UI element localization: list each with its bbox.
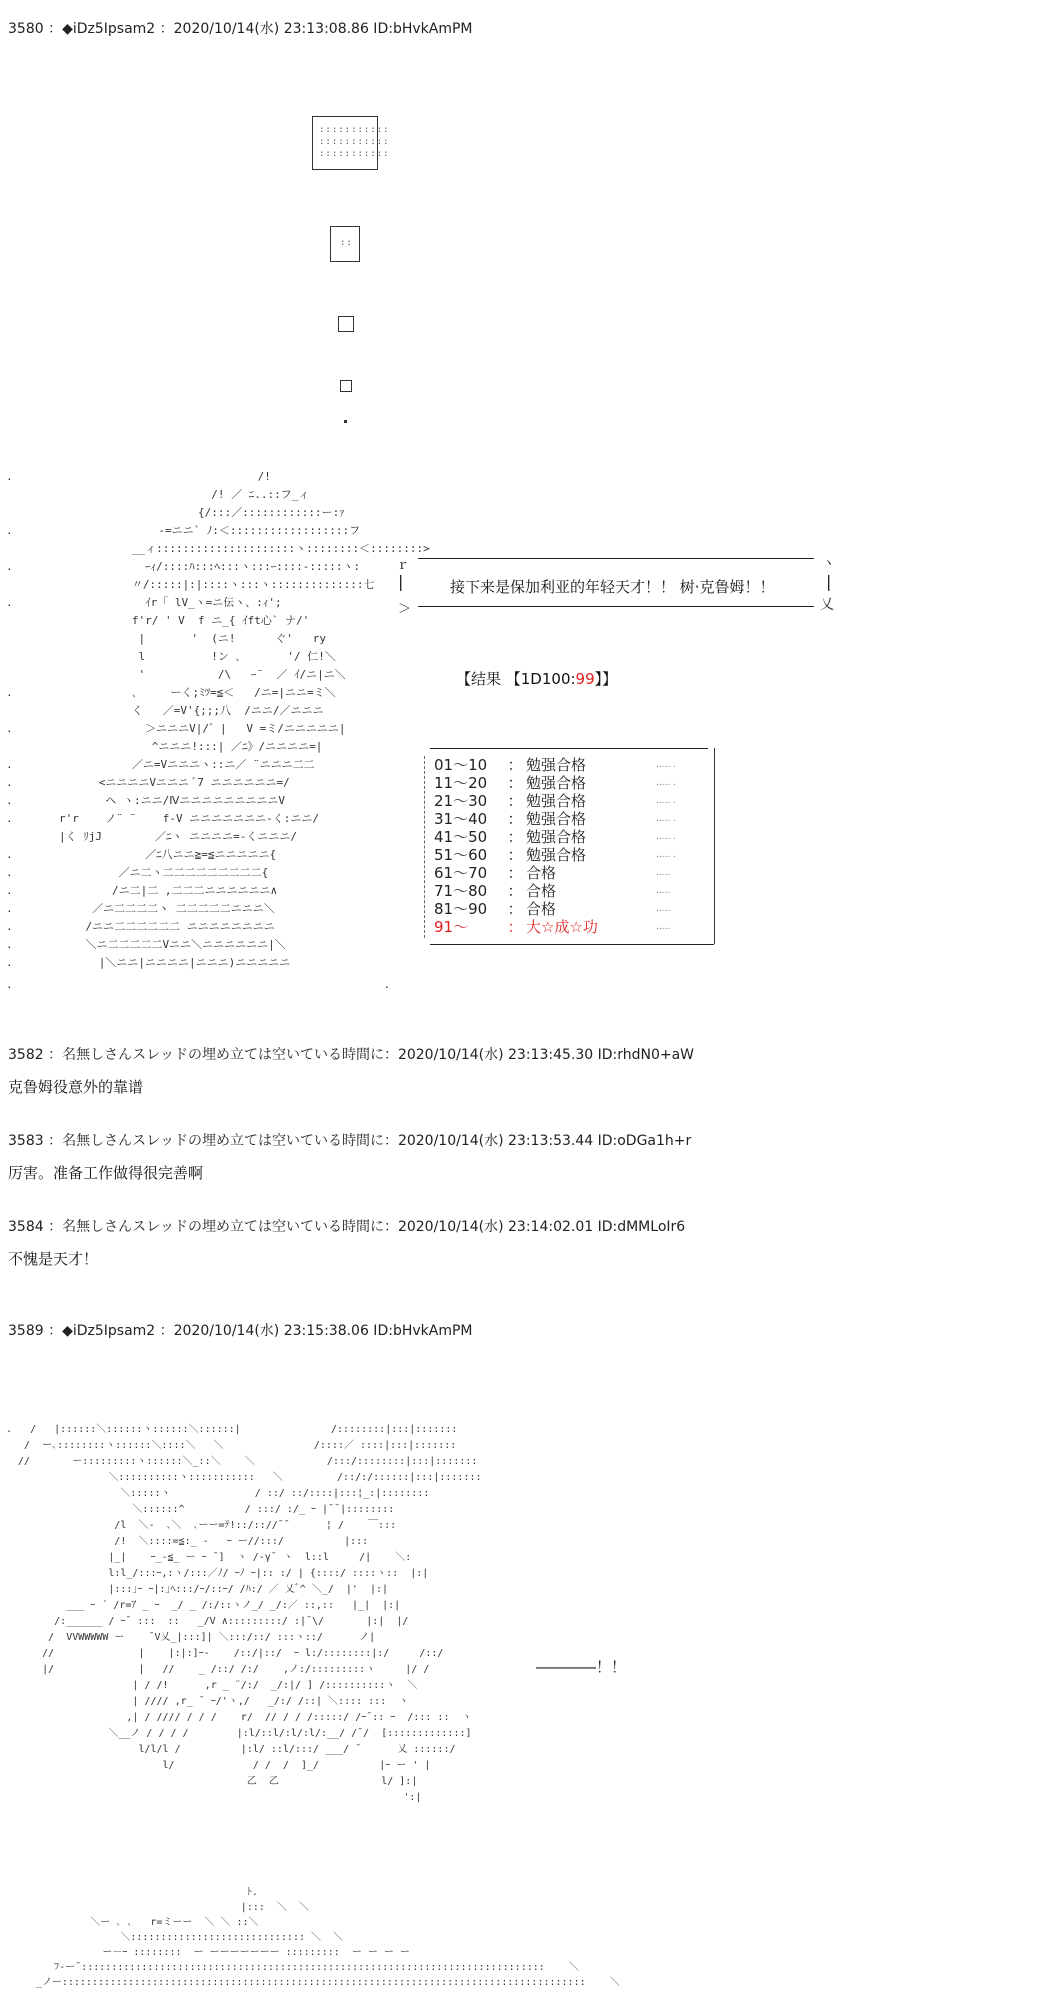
result-row-dots: ..... [656,904,671,914]
result-table [424,748,714,944]
result-row-separator: ： [507,864,523,882]
post-header-3589: 3589 ：◆iDz5Ipsam2 ：2020/10/14(水) 23:15:38.06 ID:bHvkAmPM [8,1323,473,1339]
result-row [434,756,706,774]
result-row-dots: ..... . [656,760,677,770]
result-row-label: 勉强合格 [526,774,587,792]
result-row-dots: ..... [656,922,671,932]
result-row-range: 71～80 [434,882,488,900]
frame-large: ::::::::::: ::::::::::: ::::::::::: [312,116,378,170]
post-body-3584: 不愧是天才！ [8,1250,99,1268]
result-row-range: 21～30 [434,792,488,810]
post-body-3583: 厉害。准备工作做得很完善啊 [8,1164,204,1182]
result-row [434,900,706,918]
result-row-range: 51～60 [434,846,488,864]
post-header-3580: 3580 ：◆iDz5Ipsam2 ：2020/10/14(水) 23:13:08.86 ID:bHvkAmPM [8,21,473,37]
result-row [434,846,706,864]
result-row-label: 合格 [526,864,557,882]
post-body-3582: 克鲁姆役意外的靠谱 [8,1078,144,1096]
result-row-separator: ： [507,810,523,828]
post-header-3584: 3584 ：名無しさんスレッドの埋め立ては空いている時間に：2020/10/14(水) 23:14:02.01 ID:dMMLoIr6 [8,1219,686,1235]
result-row-separator: ： [507,828,523,846]
result-row [434,864,706,882]
result-row [434,828,706,846]
result-row-range: 81～90 [434,900,488,918]
ascii-art-krum: . /! /! ／ ﾆ..::フ_ィ {/:::／::::::::::::ー:ｧ . -=ニニ` ﾉ:＜::::::::::::::::::フ __ィ:::::::::::::::::::::ヽ::::::::＜::::::::> . ｰｨ/::::ﾊ:::ﾍ:::ヽ:::ｰ::::-:::::ヽ: 〃/:::::|:|::::ヽ:::ヽ::::::::::::::七 . ｲr「 lV_ヽ=ニ伝ヽ、:ｨ'; f'r/ ' V f ニ_{ ｲft心` ナ/' | ' (ニ! ぐ' ry l !ン ､ '/ 仁!＼ ' /\ ｰ¨ ／ ｲ/ニ|ニ＼ . ､ ーく;ﾐﾂ=≦＜ /ニ=|ニニ=ミ＼ く ／=V'{;;;八 /ニニ/／ニニニ . ＞ニニニV|/゛| V =ミ/ニニニニニ| ^ニニニ!:::| ／ﾆ》/ニニニニ=| . ／ニ=Vニニニヽ::ニ／ ¨ニニニ二二 . <ニニニニVニニニ ﾞ7 ニニニニニニ=/ . ヘ ヽ:ニニ/ⅣニニニニニニニニニV . r'r ノ¨ ¨ f-V ニニニニニニニ-く:ニニ/ |く ﾘjJ ／ﾆヽ ニニニニ=-くニニニ/ . ／ﾆ八ニニ≧=≦ニニニニニ{ . ／ニ二ヽ二二二二二二二二二{ . /ニ二|二 ,二二二ニニニニニニ∧ . ／ニ二二二二ヽ 二二二二二ニニニ＼ . /ニニ二二二二二二 ニニニニニニニニ . ＼ニ二二二二二Vニニ＼ニニニニニニ|＼ . |＼ニニ|ニニニニ|ニニニ)ニニニニニ [6,470,430,969]
speech-bubble: ｒ ヽ | | 接下来是保加利亚的年轻天才！！ 树·克鲁姆！！ ＞ 乂 [396,556,836,617]
result-row-range: 91～ [434,918,469,936]
result-row-separator: ： [507,792,523,810]
dice-result-value: 99 [575,670,595,688]
result-row-range: 11～20 [434,774,488,792]
speech-text: 接下来是保加利亚的年轻天才！！ 树·克鲁姆！！ [450,578,775,596]
result-row-range: 61～70 [434,864,488,882]
result-row-label: 勉强合格 [526,828,587,846]
result-row-separator: ： [507,756,523,774]
ascii-dots-bottom: . . [6,978,391,991]
result-row-label: 勉强合格 [526,810,587,828]
result-row-separator: ： [507,900,523,918]
result-row-dots: ..... . [656,814,677,824]
dice-result [456,668,617,689]
result-row [434,774,706,792]
result-row-range: 01～10 [434,756,488,774]
shout-text: ――――！！ [536,1658,627,1676]
dice-result-prefix: 【结果 【1D100: [456,670,576,688]
result-row-dots: ..... [656,886,671,896]
result-row-label: 勉强合格 [526,756,587,774]
result-row [434,882,706,900]
result-row-label: 合格 [526,882,557,900]
frame-dot [344,420,347,423]
result-row [434,810,706,828]
frame-medium: :: [330,226,360,262]
result-row-separator: ： [507,774,523,792]
result-row-label: 大☆成☆功 [526,918,598,936]
ascii-art-action-scene: . / |::::::＼::::::ヽ::::::＼::::::| /::::::::|:::|::::::: / ー､::::::::ヽ::::::＼::::＼ ＼ /::::／ ::::|:::|::::::: // ー:::::::::ヽ::::::＼_::＼ ＼ /:::/::::::::|:::|::::::: ＼::::::::::ヽ::::::::::: ＼ /::/:/::::::|:::|::::::: ＼:::::ヽ / ::/ ::/::::|:::¦_:|:::::::: ＼::::::^ / :::/ :/_ ｰ |¯¯|:::::::: /l ＼- ､＼ ､ーー=ﾃ!::/:://¯¯ ¦ / ￣::: /! ＼::::=≦:_ - ｰ ー//:::/ |::: |_| ｰ_-≦_ ー ｰ ¯] ヽ /-γ¯ ヽ l::l /| ＼: l:l_/:::ｰ,:ヽ/:::／ﾉ/ ｰﾉ ｰ|:: :/ | {::::/ ::::ヽ:: |:| |:::｣ｰ ｰ|:｣ﾍ:::/ｰ/::ｰ/ /ﾊ:/ ／ 乂ﾞ^ ＼_/ |' |:| ___ ｰ ´ /r=ｱ _ ｰ _/ _ /:/::ヽノ_/ _/:／ ::,:: |_| |:| /:______ / ｰ¯ ::: :: _/V ∧:::::::::/ :|¯\/ |:| |/ / VVWWWWW ー ¯V乂_|:::]| ＼:::/::/ :::ヽ::/ ノ| // | |:|:]ｰ- /::/|::/ ｰ l:/::::::::|:/ /::/ |/ | // _ /::/ /:/ ,ノ:/:::::::::ヽ |/ / | / /! ,r _ ¨/:/ _/:|/ ] /::::::::::ヽ ＼ | //// ,r_ ¯ ｰ/'ヽ,/ _/:/ /::| ＼:::: ::: ヽ ,| / //// / / / r/ // / / /:::::/ /ｰ¯:: ｰ /::: :: ヽ ＼__ノ / / / / |:l/::l/:l/:l/:__/ /¯/ [:::::::::::::] l/l/l / |:l/ ::l/:::/ ___/ ¯ 乂 ::::::/ l/ / / / ]_/ |ｰ ー ' | 乙 乙 l/ ]:| ':| [6,1424,482,1803]
result-row-separator: ： [507,846,523,864]
result-row-separator: ： [507,918,523,936]
result-row-label: 合格 [526,900,557,918]
result-row-range: 31～40 [434,810,488,828]
result-row-dots: ..... . [656,850,677,860]
dice-result-suffix: 】】 [594,670,618,688]
frame-small [338,316,354,332]
frame-tiny [340,380,352,392]
result-row-dots: ..... . [656,832,677,842]
result-row-range: 41～50 [434,828,488,846]
result-row [434,792,706,810]
result-row-dots: ..... [656,868,671,878]
result-row-dots: ..... . [656,796,677,806]
result-row-separator: ： [507,882,523,900]
result-row-dots: ..... . [656,778,677,788]
post-header-3583: 3583 ：名無しさんスレッドの埋め立ては空いている時間に：2020/10/14(水) 23:13:53.44 ID:oDGa1h+r [8,1133,692,1149]
result-row [434,918,706,936]
ascii-art-bottom: ﾄ. |::: ＼ ＼ ＼ー ､ ､ r=ミーー ＼ ＼ ::＼ ＼::::::::::::::::::::::::::::: ＼ ＼ ー－ｰ :::::::: ー ーーーーーーー ::::::::: ー ー ー ー ﾌ-ー¯::::::::::::::::::::::::::::::::::::::::::::::::::::::::::::::::::::::::::::: ＼ _ノー::::::::::::::::::::::::::::::::::::::::::::::::::::::::::::::::::::::::::::::::::::::: ＼ [36,1887,620,1988]
post-header-3582: 3582 ：名無しさんスレッドの埋め立ては空いている時間に：2020/10/14(水) 23:13:45.30 ID:rhdN0+aW [8,1047,695,1063]
result-row-label: 勉强合格 [526,792,587,810]
result-row-label: 勉强合格 [526,846,587,864]
